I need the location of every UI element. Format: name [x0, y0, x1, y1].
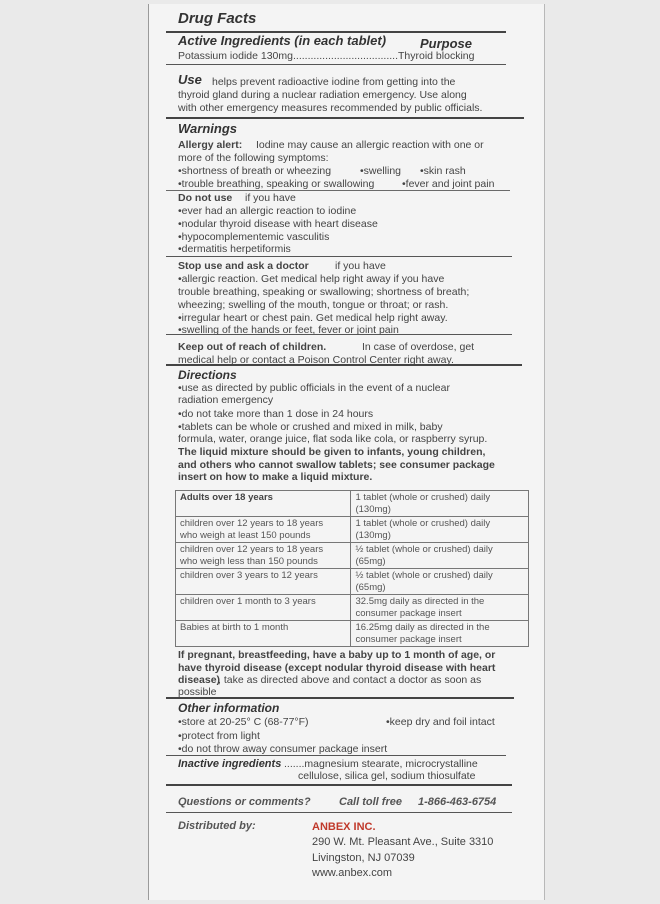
- keep-out-rest: In case of overdose, get: [362, 341, 475, 353]
- dosage-group-cell: children over 12 years to 18 years who weigh at least 150 pounds: [176, 517, 351, 543]
- inactive-ingredients-line: .......magnesium stearate, microcrystalline: [284, 758, 478, 770]
- stop-use-item: •allergic reaction. Get medical help right away if you have: [178, 273, 445, 285]
- distributor-address-2: Livingston, NJ 07039: [312, 852, 415, 864]
- stop-use-rest: if you have: [335, 260, 386, 272]
- dosage-amount-cell: 1 tablet (whole or crushed) daily (130mg): [351, 491, 529, 517]
- dosage-group-cell: children over 1 month to 3 years: [176, 595, 351, 621]
- stop-use-item: trouble breathing, speaking or swallowing; shortness of breath;: [178, 286, 470, 298]
- allergy-alert-label: Allergy alert:: [178, 139, 243, 151]
- divider: [166, 256, 512, 257]
- use-line-1: helps prevent radioactive iodine from getting into the: [212, 76, 456, 88]
- allergy-alert-text: Iodine may cause an allergic reaction with one or: [256, 139, 484, 151]
- do-not-use-item: •dermatitis herpetiformis: [178, 243, 291, 255]
- pregnant-warning: disease): [178, 674, 221, 686]
- stop-use-item: wheezing; swelling of the mouth, tongue or throat; or rash.: [178, 299, 449, 311]
- use-line-3: with other emergency measures recommended by public officials.: [178, 102, 483, 114]
- directions-line: formula, water, orange juice, flat soda like cola, or raspberry syrup.: [178, 433, 488, 445]
- stop-use-item: •swelling of the hands or feet, fever or joint pain: [178, 324, 399, 336]
- pregnant-warning: have thyroid disease (except nodular thyroid disease with heart: [178, 662, 496, 674]
- dosage-table-row: [176, 491, 529, 517]
- pregnant-warning-last: possible: [178, 686, 217, 698]
- keep-out-line-2: medical help or contact a Poison Control Center right away.: [178, 354, 454, 366]
- pregnant-warning: If pregnant, breastfeeding, have a baby up to 1 month of age, or: [178, 649, 496, 661]
- distributor-name: ANBEX INC.: [312, 821, 376, 833]
- do-not-use-rest: if you have: [245, 192, 296, 204]
- other-information-heading: Other information: [178, 701, 280, 715]
- purpose-heading: Purpose: [420, 36, 473, 51]
- dosage-table-row: [176, 569, 529, 595]
- dosage-amount-cell: ½ tablet (whole or crushed) daily (65mg): [351, 543, 529, 569]
- do-not-use-item: •ever had an allergic reaction to iodine: [178, 205, 357, 217]
- directions-line: •use as directed by public officials in the event of a nuclear: [178, 382, 450, 394]
- pregnant-warning-rest: , take as directed above and contact a doctor as soon as: [218, 674, 482, 686]
- divider: [166, 697, 514, 699]
- dosage-amount-cell: ½ tablet (whole or crushed) daily (65mg): [351, 569, 529, 595]
- divider: [166, 117, 524, 119]
- divider: [166, 364, 522, 366]
- package-insert-info: •do not throw away consumer package insert: [178, 743, 388, 755]
- dosage-table-row: [176, 621, 529, 647]
- symptom-swelling: •swelling: [360, 165, 402, 177]
- dosage-group-cell: children over 12 years to 18 years who weigh less than 150 pounds: [176, 543, 351, 569]
- divider: [166, 755, 506, 756]
- divider: [166, 64, 506, 65]
- drug-facts-title: Drug Facts: [178, 10, 257, 27]
- liquid-mixture-note: The liquid mixture should be given to infants, young children,: [178, 446, 486, 458]
- directions-line: •do not take more than 1 dose in 24 hours: [178, 408, 374, 420]
- liquid-mixture-note: insert on how to make a liquid mixture.: [178, 471, 373, 483]
- do-not-use-item: •hypocomplementemic vasculitis: [178, 231, 330, 243]
- dosage-group-cell: children over 3 years to 12 years: [176, 569, 351, 595]
- inactive-ingredients-line: cellulose, silica gel, sodium thiosulfate: [298, 770, 476, 782]
- distributor-website[interactable]: www.anbex.com: [312, 867, 393, 879]
- directions-line: •tablets can be whole or crushed and mixed in milk, baby: [178, 421, 443, 433]
- dosage-group-cell: Adults over 18 years: [176, 491, 351, 517]
- divider: [166, 784, 512, 786]
- symptom-fever: •fever and joint pain: [402, 178, 495, 190]
- dosage-amount-cell: 1 tablet (whole or crushed) daily (130mg): [351, 517, 529, 543]
- symptom-trouble-breathing: •trouble breathing, speaking or swallowing: [178, 178, 375, 190]
- inactive-ingredients-heading: Inactive ingredients: [178, 758, 282, 770]
- warnings-heading: Warnings: [178, 121, 237, 136]
- call-toll-free-label: Call toll free: [339, 796, 402, 808]
- dosage-amount-cell: 32.5mg daily as directed in the consumer package insert: [351, 595, 529, 621]
- directions-heading: Directions: [178, 368, 237, 382]
- directions-line: radiation emergency: [178, 394, 274, 406]
- dosage-table: [175, 490, 529, 647]
- active-ingredients-heading: Active Ingredients (in each tablet): [178, 33, 387, 48]
- divider: [166, 812, 512, 813]
- dosage-amount-cell: 16.25mg daily as directed in the consumer package insert: [351, 621, 529, 647]
- storage-info: •store at 20-25° C (68-77°F): [178, 716, 309, 728]
- ingredient-line: Potassium iodide 130mg....................................Thyroid blocking: [178, 50, 475, 62]
- keep-out-label: Keep out of reach of children.: [178, 341, 327, 353]
- dosage-table-row: [176, 543, 529, 569]
- protect-light-info: •protect from light: [178, 730, 260, 742]
- dosage-table-row: [176, 517, 529, 543]
- stop-use-item: •irregular heart or chest pain. Get medical help right away.: [178, 312, 448, 324]
- stop-use-label: Stop use and ask a doctor: [178, 260, 309, 272]
- divider: [166, 190, 510, 191]
- keep-dry-info: •keep dry and foil intact: [386, 716, 495, 728]
- use-line-2: thyroid gland during a nuclear radiation emergency. Use along: [178, 89, 467, 101]
- symptom-shortness-breath: •shortness of breath or wheezing: [178, 165, 332, 177]
- do-not-use-item: •nodular thyroid disease with heart disease: [178, 218, 378, 230]
- use-heading: Use: [178, 72, 202, 87]
- liquid-mixture-note: and others who cannot swallow tablets; see consumer package: [178, 459, 495, 471]
- dosage-group-cell: Babies at birth to 1 month: [176, 621, 351, 647]
- distributor-address-1: 290 W. Mt. Pleasant Ave., Suite 3310: [312, 836, 494, 848]
- questions-label: Questions or comments?: [178, 796, 311, 808]
- divider: [166, 334, 512, 335]
- allergy-alert-text-2: more of the following symptoms:: [178, 152, 329, 164]
- distributed-by-label: Distributed by:: [178, 820, 256, 832]
- dosage-table-row: [176, 595, 529, 621]
- do-not-use-label: Do not use: [178, 192, 233, 204]
- phone-number[interactable]: 1-866-463-6754: [418, 796, 497, 808]
- symptom-skin-rash: •skin rash: [420, 165, 466, 177]
